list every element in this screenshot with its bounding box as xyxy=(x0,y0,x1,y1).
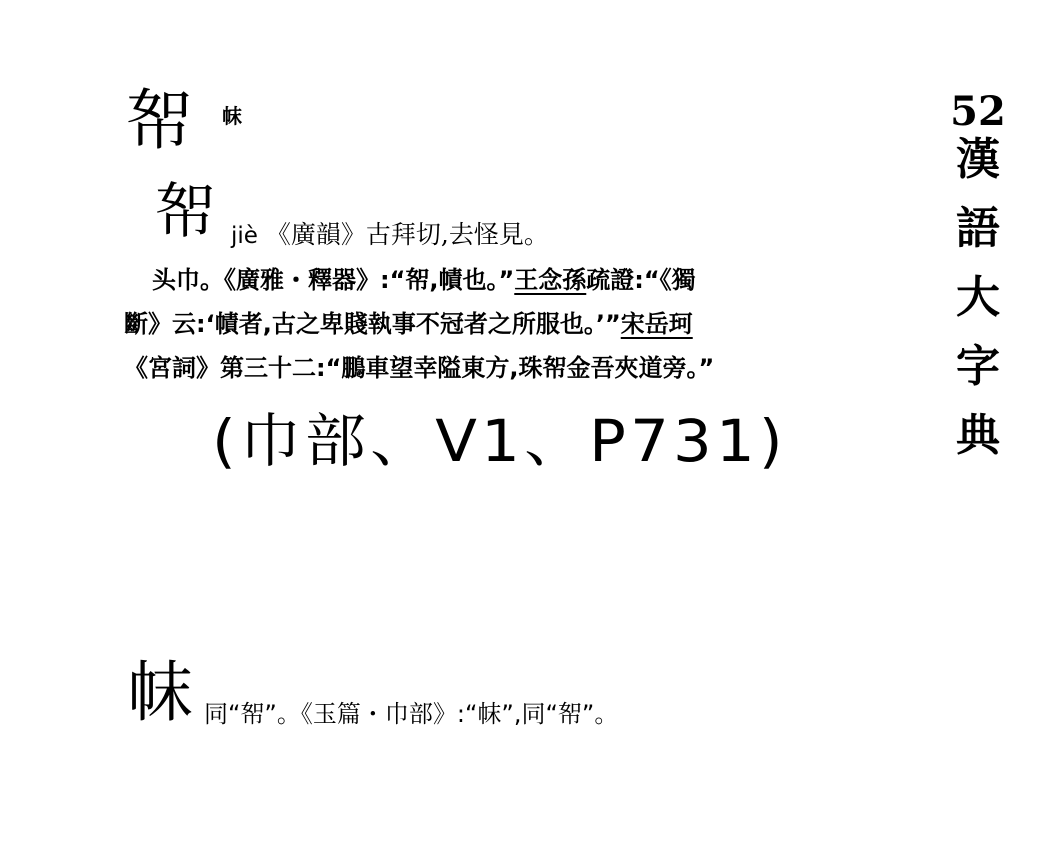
entry-2-definition: 同“帤”。《玉篇・巾部》:“帓”,同“帤”。 xyxy=(204,700,619,728)
cited-author-name: 王念孫 xyxy=(514,266,587,294)
pinyin: jiè xyxy=(231,223,258,249)
definition-line-3: 《宮詞》第三十二:“鵬車望幸隘東方,珠帤金吾夾道旁。” xyxy=(124,354,715,382)
dictionary-side-title xyxy=(950,88,1006,483)
handwritten-reference-note: (巾部、V1、P731) xyxy=(212,407,787,475)
definition-text: 头巾。《廣雅・釋器》:“帤,幘也。” xyxy=(152,266,515,294)
title-char: 語 xyxy=(956,203,1000,254)
heading-character: 帤 xyxy=(126,82,190,159)
definition-line-1 xyxy=(152,268,696,292)
cited-author-name: 宋岳珂 xyxy=(620,310,693,338)
definition-text: 疏證:“《獨 xyxy=(586,266,696,294)
title-char: 字 xyxy=(956,341,1000,392)
definition-text: 斷》云:‘幘者,古之卑賤執事不冠者之所服也。’” xyxy=(124,310,621,338)
page-number: 52 xyxy=(950,88,1006,135)
entry-2-headword: 帓 xyxy=(127,654,193,731)
definition-line-2 xyxy=(124,312,693,336)
entry-headword: 帤 xyxy=(155,177,215,247)
title-char: 典 xyxy=(956,410,1000,461)
rhyme-source: 《廣韻》古拜切,去怪見。 xyxy=(265,220,549,249)
entry-pronunciation-line xyxy=(231,222,549,248)
heading-variant-character: 帓 xyxy=(222,104,242,128)
title-char: 漢 xyxy=(956,134,1000,185)
title-char: 大 xyxy=(956,272,1000,323)
